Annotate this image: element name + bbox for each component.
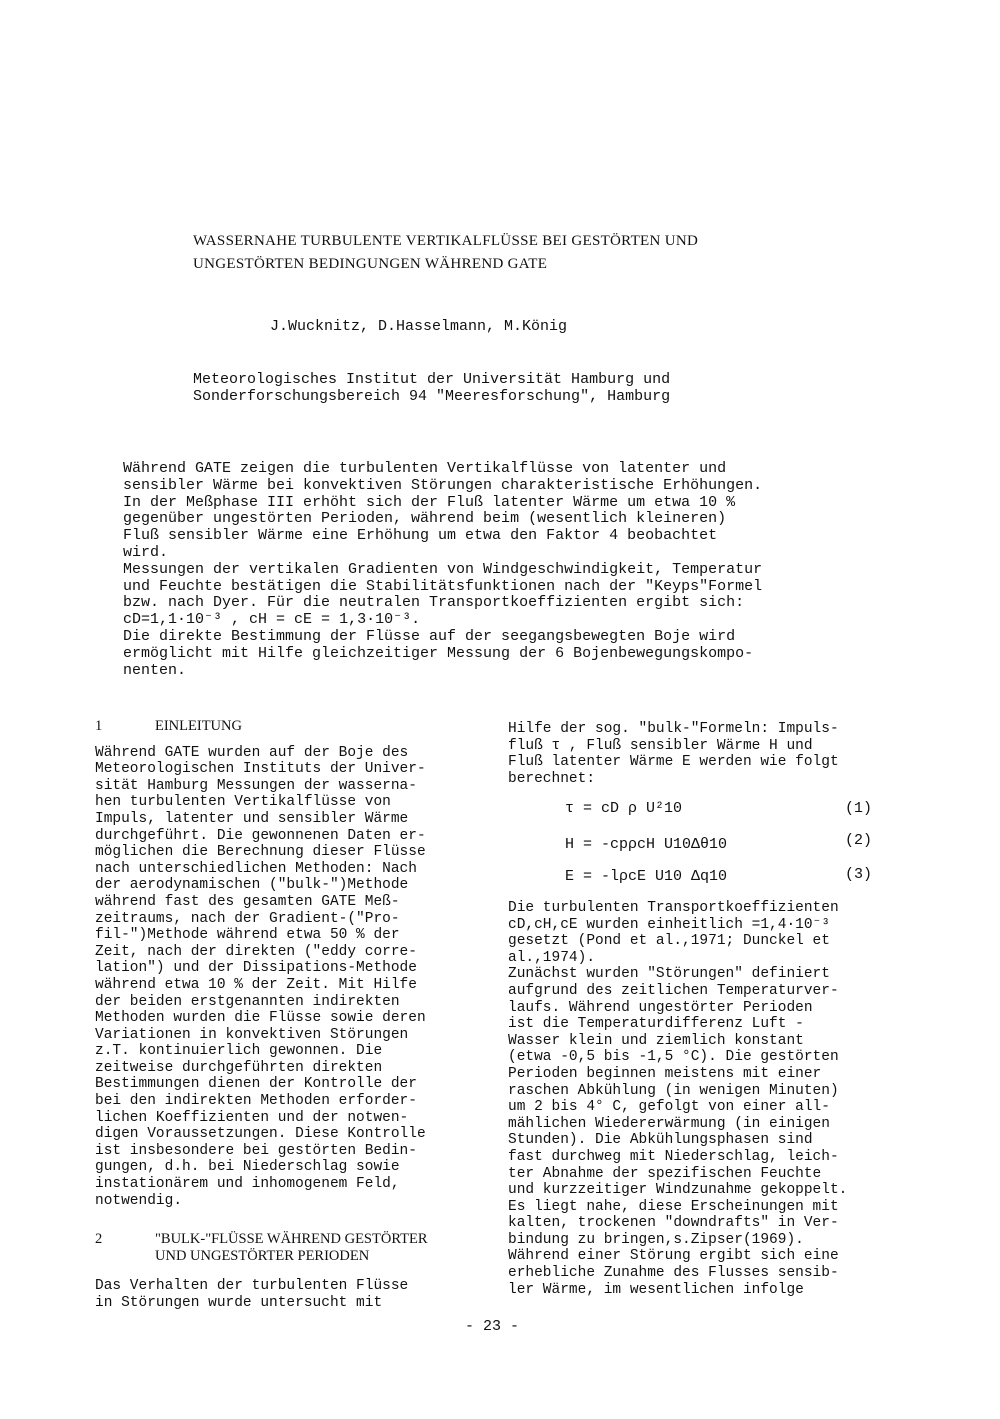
- abstract-line: und Feuchte bestätigen die Stabilitätsfunktionen nach der "Keyps"Formel: [123, 577, 763, 595]
- body-line: Es liegt nahe, diese Erscheinungen mit: [508, 1198, 839, 1215]
- body-line: Hilfe der sog. "bulk-"Formeln: Impuls-: [508, 721, 839, 737]
- equation-3-label: (3): [845, 866, 873, 883]
- body-line: z.T. kontinuierlich gewonnen. Die: [95, 1043, 383, 1060]
- body-line: lation") und der Dissipations-Methode: [95, 960, 417, 977]
- abstract-line: nenten.: [123, 661, 187, 679]
- body-line: gesetzt (Pond et al.,1971; Dunckel et: [508, 933, 830, 950]
- body-line: laufs. Während ungestörter Perioden: [508, 999, 813, 1016]
- body-line: Wasser klein und ziemlich konstant: [508, 1032, 804, 1049]
- body-line: Während einer Störung ergibt sich eine: [508, 1248, 839, 1265]
- section-title: EINLEITUNG: [155, 718, 242, 734]
- title-line-2: UNGESTÖRTEN BEDINGUNGEN WÄHREND GATE: [193, 256, 548, 272]
- abstract-line: cD=1,1·10⁻³ , cH = cE = 1,3·10⁻³.: [123, 611, 421, 629]
- body-line: Während GATE wurden auf der Boje des: [95, 744, 409, 761]
- body-line: lichen Koeffizienten und der notwen-: [95, 1109, 409, 1126]
- paper-title: [193, 230, 813, 276]
- body-line: während etwa 10 % der Zeit. Mit Hilfe: [95, 976, 417, 993]
- equation-1-label: (1): [845, 800, 873, 817]
- body-line: Perioden beginnen meistens mit einer: [508, 1065, 822, 1082]
- body-line: erhebliche Zunahme des Flusses sensib-: [508, 1265, 839, 1282]
- body-line: Fluß latenter Wärme E werden wie folgt: [508, 754, 839, 771]
- page-number: - 23 -: [465, 1318, 520, 1335]
- section-number: 2: [95, 1231, 103, 1248]
- affiliation-line: Sonderforschungsbereich 94 "Meeresforschung", Hamburg: [193, 388, 671, 405]
- body-line: während fast des gesamten GATE Meß-: [95, 893, 400, 910]
- right-column-body: [508, 900, 898, 1298]
- equation-3: E = -lρcE U10 Δq10: [565, 868, 728, 885]
- body-line: durchgeführt. Die gewonnenen Daten er-: [95, 827, 426, 844]
- abstract-line: Die direkte Bestimmung der Flüsse auf der seegangsbewegten Boje wird: [123, 627, 736, 645]
- body-line: bei den indirekten Methoden erforder-: [95, 1093, 417, 1110]
- body-line: ist die Temperaturdifferenz Luft -: [508, 1016, 804, 1033]
- body-line: nach unterschiedlichen Methoden: Nach: [95, 860, 417, 877]
- section-title-line: UND UNGESTÖRTER PERIODEN: [155, 1247, 370, 1264]
- body-line: und kurzzeitiger Windzunahme gekoppelt.: [508, 1182, 848, 1199]
- body-line: al.,1974).: [508, 949, 596, 966]
- body-line: berechnet:: [508, 770, 596, 787]
- body-line: um 2 bis 4° C, gefolgt von einer all-: [508, 1099, 830, 1116]
- abstract-line: Fluß sensibler Wärme eine Erhöhung um etwa den Faktor 4 beobachtet: [123, 527, 718, 545]
- body-line: Methoden wurden die Flüsse sowie deren: [95, 1010, 426, 1027]
- equation-1: τ = cD ρ U²10: [565, 800, 683, 817]
- abstract-line: gegenüber ungestörten Perioden, während beim (wesentlich kleineren): [123, 510, 727, 528]
- body-line: ter Abnahme der spezifischen Feuchte: [508, 1165, 822, 1182]
- abstract-line: Messungen der vertikalen Gradienten von Windgeschwindigkeit, Temperatur: [123, 560, 763, 578]
- body-line: fil-")Methode während etwa 50 % der: [95, 927, 400, 944]
- body-line: möglichen die Berechnung dieser Flüsse: [95, 844, 426, 861]
- body-line: Meteorologischen Instituts der Univer-: [95, 761, 426, 778]
- body-line: fast durchweg mit Niederschlag, leich-: [508, 1148, 839, 1165]
- body-line: notwendig.: [95, 1192, 183, 1209]
- title-line-1: WASSERNAHE TURBULENTE VERTIKALFLÜSSE BEI GESTÖRTEN UND: [193, 233, 699, 249]
- body-line: cD,cH,cE wurden einheitlich =1,4·10⁻³: [508, 916, 830, 933]
- equation-2: H = -cpρcH U10Δθ10: [565, 836, 728, 853]
- abstract-line: bzw. nach Dyer. Für die neutralen Transportkoeffizienten ergibt sich:: [123, 594, 745, 612]
- body-line: Bestimmungen dienen der Kontrolle der: [95, 1076, 417, 1093]
- authors: J.Wucknitz, D.Hasselmann, M.König: [270, 318, 568, 335]
- affiliation: [193, 371, 670, 405]
- body-line: zeitraums, nach der Gradient-("Pro-: [95, 910, 400, 927]
- body-line: der beiden erstgenannten indirekten: [95, 993, 400, 1010]
- abstract-line: ermöglicht mit Hilfe gleichzeitiger Messung der 6 Bojenbewegungskompo-: [123, 644, 754, 662]
- body-line: Variationen in konvektiven Störungen: [95, 1026, 409, 1043]
- body-line: aufgrund des zeitlichen Temperaturver-: [508, 982, 839, 999]
- abstract-line: sensibler Wärme bei konvektiven Störungen charakteristische Erhöhungen.: [123, 476, 763, 494]
- body-line: hen turbulenten Vertikalflüsse von: [95, 794, 391, 811]
- body-line: kalten, trockenen "downdrafts" in Ver-: [508, 1215, 839, 1232]
- body-line: zeitweise durchgeführten direkten: [95, 1059, 383, 1076]
- body-line: instationärem und inhomogenem Feld,: [95, 1176, 400, 1193]
- abstract: [123, 461, 843, 679]
- section-1-heading: [95, 718, 485, 735]
- body-line: (etwa -0,5 bis -1,5 °C). Die gestörten: [508, 1049, 839, 1066]
- body-line: raschen Abkühlung (in wenigen Minuten): [508, 1082, 839, 1099]
- body-line: mählichen Wiedererwärmung (in einigen: [508, 1115, 830, 1132]
- section-number: 1: [95, 718, 103, 734]
- abstract-line: In der Meßphase III erhöht sich der Fluß latenter Wärme um etwa 10 %: [123, 493, 736, 511]
- body-line: sität Hamburg Messungen der wasserna-: [95, 777, 417, 794]
- abstract-line: wird.: [123, 543, 169, 561]
- left-column: [95, 718, 485, 1312]
- body-line: gungen, d.h. bei Niederschlag sowie: [95, 1159, 400, 1176]
- affiliation-line: Meteorologisches Institut der Universität Hamburg und: [193, 371, 671, 388]
- section-2-heading: [95, 1231, 485, 1264]
- body-line: Das Verhalten der turbulenten Flüsse: [95, 1278, 409, 1295]
- equation-2-label: (2): [845, 832, 873, 849]
- body-line: Zunächst wurden "Störungen" definiert: [508, 966, 830, 983]
- body-line: Die turbulenten Transportkoeffizienten: [508, 900, 839, 916]
- body-line: Impuls, latenter und sensibler Wärme: [95, 810, 409, 827]
- body-line: ist insbesondere bei gestörten Bedin-: [95, 1142, 417, 1159]
- section-title-line: "BULK-"FLÜSSE WÄHREND GESTÖRTER: [155, 1231, 428, 1248]
- right-column: [508, 721, 898, 787]
- body-line: Stunden). Die Abkühlungsphasen sind: [508, 1132, 813, 1149]
- body-line: ler Wärme, im wesentlichen infolge: [508, 1281, 804, 1298]
- body-line: der aerodynamischen ("bulk-")Methode: [95, 877, 409, 894]
- body-line: fluß τ , Fluß sensibler Wärme H und: [508, 737, 813, 754]
- body-line: Zeit, nach der direkten ("eddy corre-: [95, 943, 417, 960]
- body-line: bindung zu bringen,s.Zipser(1969).: [508, 1231, 804, 1248]
- abstract-line: Während GATE zeigen die turbulenten Vertikalflüsse von latenter und: [123, 460, 727, 477]
- body-line: digen Voraussetzungen. Diese Kontrolle: [95, 1126, 426, 1143]
- body-line: in Störungen wurde untersucht mit: [95, 1295, 383, 1311]
